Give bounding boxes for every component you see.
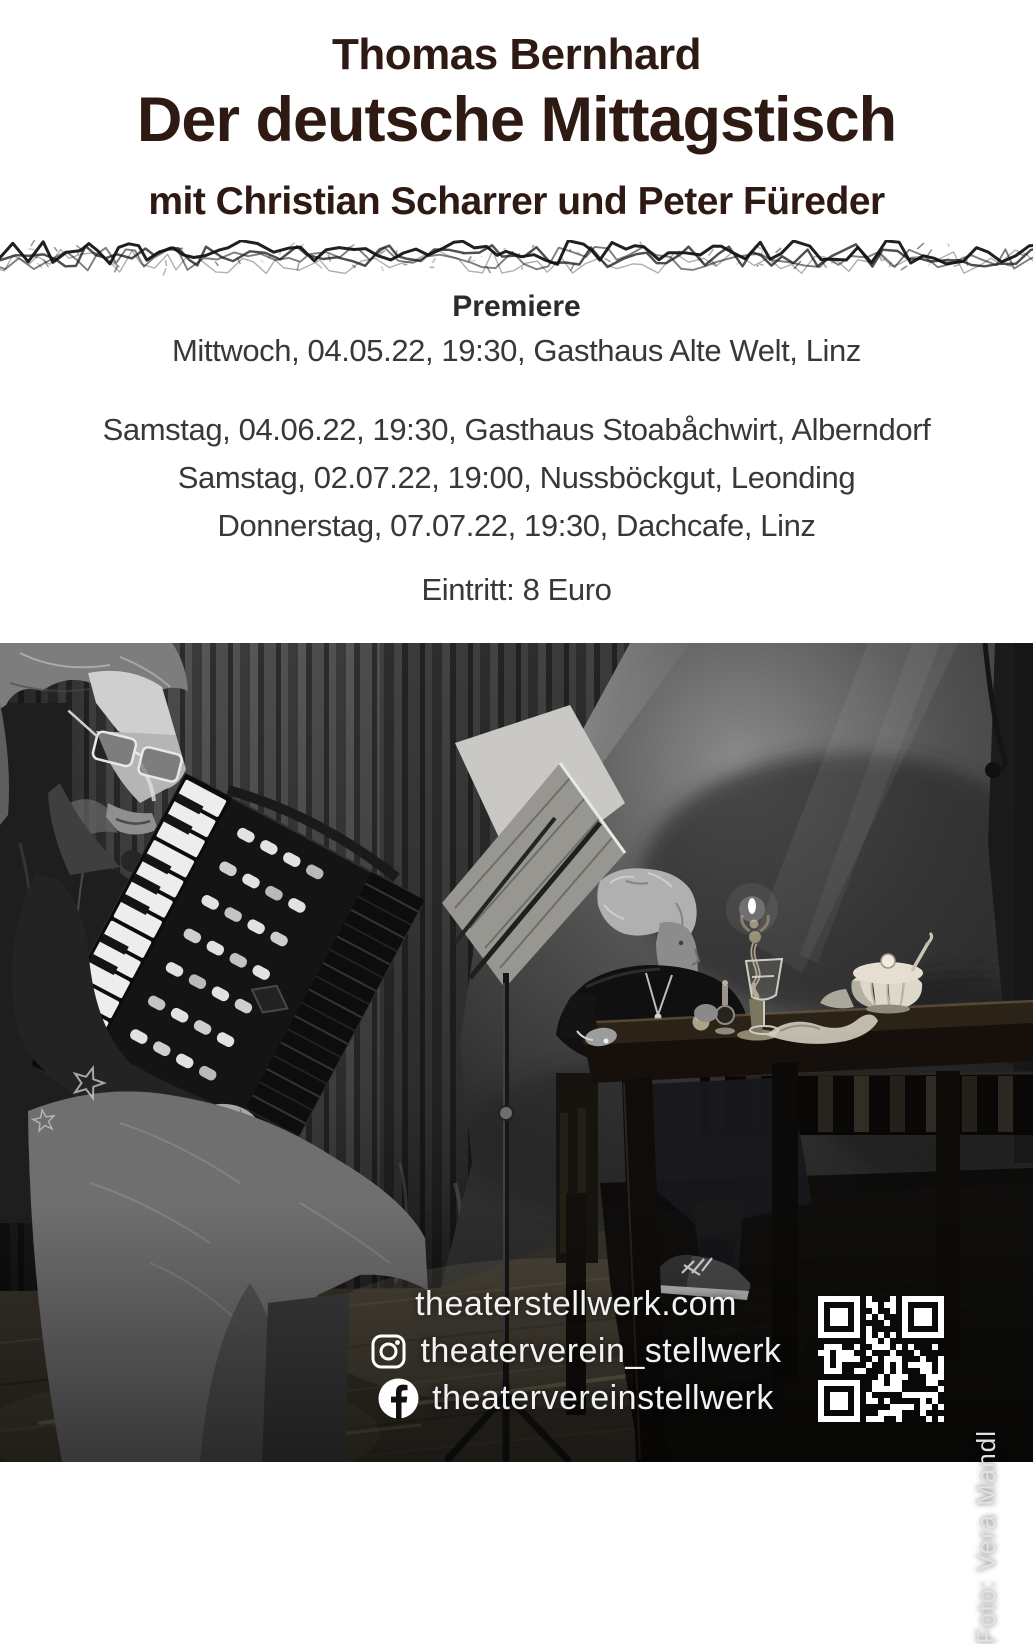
- page-title: Der deutsche Mittagstisch: [0, 84, 1033, 156]
- subtitle-cast: mit Christian Scharrer und Peter Füreder: [0, 180, 1033, 224]
- event-item: Samstag, 04.06.22, 19:30, Gasthaus Stoabåchwirt, Alberndorf: [0, 406, 1033, 454]
- scribble-divider: [0, 240, 1033, 276]
- event-item: Samstag, 02.07.22, 19:00, Nussböckgut, Leonding: [0, 454, 1033, 502]
- photo-credit: Foto: Vera Mandl: [971, 1430, 1002, 1644]
- event-item: Donnerstag, 07.07.22, 19:30, Dachcafe, Linz: [0, 502, 1033, 550]
- website-text: theaterstellwerk.com: [415, 1285, 737, 1324]
- ticket-price: Eintritt: 8 Euro: [0, 572, 1033, 608]
- facebook-link[interactable]: [378, 1375, 774, 1422]
- facebook-handle: theatervereinstellwerk: [432, 1379, 774, 1418]
- scribble-divider-texture: [0, 240, 1033, 276]
- premiere-label: Premiere: [0, 290, 1033, 324]
- author-name: Thomas Bernhard: [0, 30, 1033, 80]
- events-list: [0, 406, 1033, 550]
- footer-links: [320, 1281, 832, 1422]
- premiere-event: Mittwoch, 04.05.22, 19:30, Gasthaus Alte Welt, Linz: [0, 333, 1033, 369]
- qr-code[interactable]: [818, 1296, 944, 1422]
- instagram-icon: [370, 1333, 407, 1370]
- facebook-icon: [378, 1378, 419, 1419]
- website-link[interactable]: [415, 1281, 737, 1328]
- instagram-link[interactable]: [370, 1328, 781, 1375]
- instagram-handle: theaterverein_stellwerk: [420, 1332, 781, 1371]
